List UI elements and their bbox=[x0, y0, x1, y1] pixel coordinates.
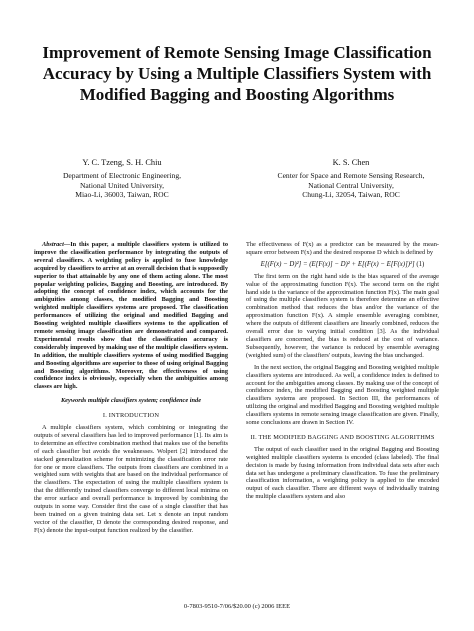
abstract-label: Abstract bbox=[42, 241, 64, 248]
paragraph: The effectiveness of F(x) as a predictor can be measured by the mean-square error between F(x) and the desired response D which is defined by bbox=[246, 241, 439, 256]
left-column bbox=[34, 241, 228, 535]
keywords: Keywords multiple classifiers system; confidence inde bbox=[60, 397, 202, 405]
paragraph: The first term on the right hand side is the bias squared of the average value of the approximating function F(x). The second term on the right hand side is the variance of the approximation function F(x). The main goal of using the multiple classifiers system is therefore determine an effective combination method that reduces the bias and/or the variance of the approximation function F(x). A simple ensemble averaging combiner, where the outputs of different classifiers are linearly combined, reduces the overall error due to varying initial condition [3]. As the individual classifiers are concerned, the bias is reduced at the cost of variance. Subsequently, however, the variance is reduced by ensemble averaging (weighted sum) of the classifiers' outputs, leaving the bias unchanged. bbox=[246, 272, 439, 359]
equation-number: (1) bbox=[416, 260, 425, 268]
abstract bbox=[34, 241, 228, 391]
affiliation-line: Center for Space and Remote Sensing Research, bbox=[277, 171, 425, 181]
author-name-2: K. S. Chen bbox=[332, 158, 370, 167]
equation-1 bbox=[246, 261, 439, 269]
author-affiliation-2 bbox=[244, 158, 458, 200]
section-heading-2: II. THE MODIFIED BAGGING AND BOOSTING ALGORITHMS bbox=[250, 433, 435, 441]
equation-body: E[(F(x) − D)²] = (E[F(x)] − D)² + E[(F(x) − E[F(x)])²] bbox=[260, 260, 415, 268]
paper-title: Improvement of Remote Sensing Image Classification Accuracy by Using a Multiple Classifiers System with Modified Bagging and Boosting Algorithms bbox=[42, 43, 432, 104]
affiliation-line: Department of Electronic Engineering, bbox=[62, 171, 182, 181]
paragraph: In the next section, the original Bagging and Boosting weighted multiple classifiers systems are introduced. As well, a confidence index is defined to account for the ambiguities among classes. By making use of the concept of confidence index, the modified Bagging and Boosting weighted multiple classifiers systems are proposed. In Section III, the performances of utilizing the original and modified Bagging and Boosting weighted multiple classifiers systems in remote sensing image classification are given. Finally, some conclusions are drawn in Section IV. bbox=[246, 363, 439, 427]
affiliation-line: National United University, bbox=[79, 180, 165, 190]
affiliation-line: Chung-Li, 32054, Taiwan, ROC bbox=[302, 190, 400, 200]
author-name-1: Y. C. Tzeng, S. H. Chiu bbox=[82, 158, 162, 167]
copyright-footer: 0-7803-9510-7/06/$20.00 (c) 2006 IEEE bbox=[183, 603, 291, 610]
affiliation-line: Miao-Li, 36003, Taiwan, ROC bbox=[75, 190, 169, 200]
paragraph: The output of each classifier used in the original Bagging and Boosting weighted multiple classifiers systems is encoded (class labeled). The final decision is made by fusing information from individual data sets after each data set has undergone a preliminary classification. To fuse the preliminary classification information, a weighting policy is applied to the encoded output of each classifier. There are different ways of individually training the multiple classifiers system and also bbox=[246, 445, 439, 501]
introduction-paragraph: A multiple classifiers system, which combining or integrating the outputs of several classifiers has led to improved performance [1]. Its aim is to determine an effective combination method that makes use of the benefits of each classifier but avoids the weaknesses. Wolpert [2] introduced the stacked generalization scheme for minimizing the classification error rate for one or more classifiers. The outputs from classifiers are combined in a weighted sum with weights that are based on the individual performance of the classifiers. The expectation of using the multiple classifiers system is that the differently trained classifiers converge to different local minima on the error surface and overall performance is improved by combining the outputs in some way. Consider first the case of a single classifier that has been trained on a given training data set. Let x denote an input random vector of the classifier, D denote the corresponding desired response, and F(x) denote the input-output function realized by the classifier. bbox=[34, 424, 228, 534]
author-affiliation-1 bbox=[22, 158, 222, 200]
affiliation-line: National Central University, bbox=[308, 180, 394, 190]
abstract-text: —In this paper, a multiple classifiers system is utilized to improve the classification performance by integrating the outputs of several classifiers. A weighting policy is applied to fuse knowledge acquired by classifiers to arrive at an overall decision that is supposedly superior to that attainable by any one of them acting alone. The most popular weighting policies, Bagging and Boosting, are introduced. By adopting the concept of confidence index, which accounts for the ambiguities among classes, the modified Bagging and Boosting weighted multiple classifiers systems are proposed. The classification performances of utilizing the original and modified Bagging and Boosting weighted multiple classifiers systems to the application of remote sensing image classification are demonstrated and compared. Experimental results show that the classification accuracy is considerably improved by making use of the multiple classifiers system. In addition, the multiple classifiers systems of using modified Bagging and Boosting algorithms are superior to those of using original Bagging and Boosting algorithms. Moreover, the effectiveness of using confidence index is obviously, especially when the ambiguities among classes are high. bbox=[34, 241, 228, 391]
right-column bbox=[246, 241, 439, 501]
section-heading-introduction: I. INTRODUCTION bbox=[102, 412, 160, 420]
